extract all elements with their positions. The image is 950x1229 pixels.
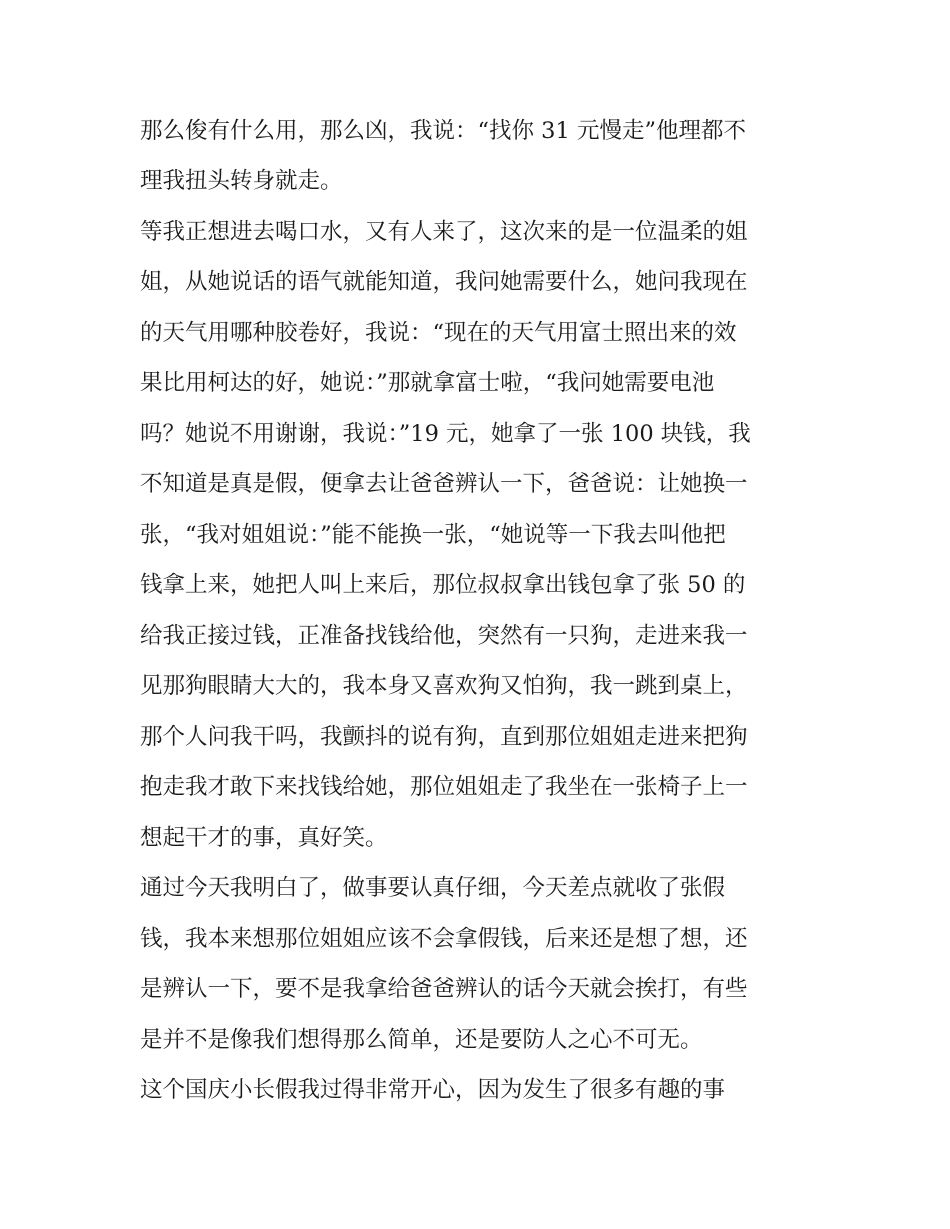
text-line: 想起干才的事，真好笑。 [140, 825, 388, 851]
text-line: 姐，从她说话的语气就能知道，我问她需要什么，她问我现在 [140, 269, 748, 295]
text-line: 这个国庆小长假我过得非常开心，因为发生了很多有趣的事 [140, 1077, 726, 1103]
text-line: 的天气用哪种胶卷好，我说：“现在的天气用富士照出来的效 [140, 320, 737, 346]
text-line: 钱拿上来，她把人叫上来后，那位叔叔拿出钱包拿了张 50 的 [140, 572, 746, 598]
text-line: 吗？她说不用谢谢，我说：”19 元，她拿了一张 100 块钱，我 [140, 421, 751, 447]
text-line: 果比用柯达的好，她说：”那就拿富士啦，“我问她需要电池 [140, 370, 715, 396]
text-line: 张，“我对姐姐说：”能不能换一张，“她说等一下我去叫他把 [140, 522, 726, 548]
text-line: 是辨认一下，要不是我拿给爸爸辨认的话今天就会挨打，有些 [140, 976, 748, 1002]
text-line: 那个人问我干吗，我颤抖的说有狗，直到那位姐姐走进来把狗 [140, 724, 748, 750]
text-line: 等我正想进去喝口水，又有人来了，这次来的是一位温柔的姐 [140, 219, 748, 245]
text-line: 见那狗眼睛大大的，我本身又喜欢狗又怕狗，我一跳到桌上， [140, 673, 748, 699]
text-line: 钱，我本来想那位姐姐应该不会拿假钱，后来还是想了想，还 [140, 926, 748, 952]
text-line: 不知道是真是假，便拿去让爸爸辨认一下，爸爸说：让她换一 [140, 471, 748, 497]
text-line: 那么俊有什么用，那么凶，我说：“找你 31 元慢走”他理都不 [140, 118, 746, 144]
text-line: 是并不是像我们想得那么简单，还是要防人之心不可无。 [140, 1027, 703, 1053]
text-line: 抱走我才敢下来找钱给她，那位姐姐走了我坐在一张椅子上一 [140, 774, 748, 800]
text-line: 给我正接过钱，正准备找钱给他，突然有一只狗，走进来我一 [140, 623, 748, 649]
text-line: 理我扭头转身就走。 [140, 168, 343, 194]
text-line: 通过今天我明白了，做事要认真仔细，今天差点就收了张假 [140, 875, 726, 901]
